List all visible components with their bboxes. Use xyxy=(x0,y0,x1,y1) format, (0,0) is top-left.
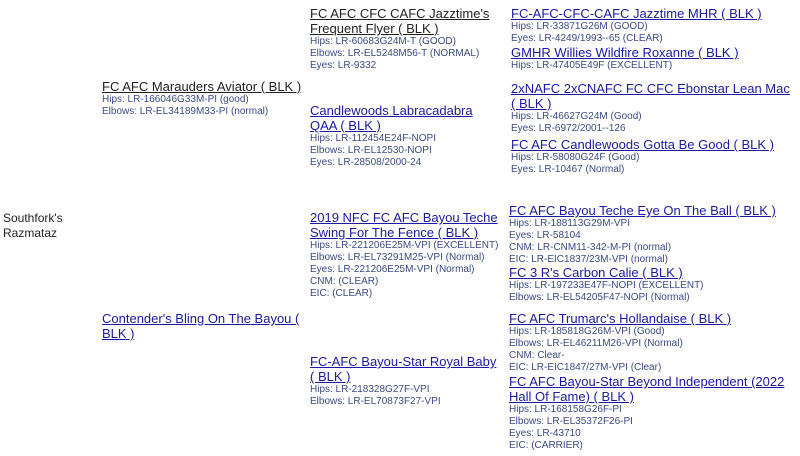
sire-hips: Hips: LR-166046G33M-PI (good) xyxy=(102,94,249,105)
dam-dam-entry xyxy=(310,354,500,408)
ddd-link[interactable]: FC AFC Bayou-Star Beyond Independent (2022 Hall Of Fame) ( BLK ) xyxy=(509,374,785,404)
dss-entry xyxy=(509,203,794,266)
dss-link[interactable]: FC AFC Bayou Teche Eye On The Ball ( BLK ) xyxy=(509,203,776,218)
ssd-link[interactable]: GMHR Willies Wildfire Roxanne ( BLK ) xyxy=(511,45,739,60)
sdd-hips: Hips: LR-58080G24F (Good) xyxy=(511,152,640,163)
sds-eyes: Eyes: LR-6972/2001--126 xyxy=(511,123,626,134)
sire-sire-eyes: Eyes: LR-9332 xyxy=(310,60,377,71)
sss-entry xyxy=(511,6,796,45)
dam-sire-link[interactable]: 2019 NFC FC AFC Bayou Teche Swing For The Fence ( BLK ) xyxy=(310,210,498,240)
ddd-hips: Hips: LR-168158G26F-PI xyxy=(509,404,622,415)
sire-sire-hips: Hips: LR-60683G24M-T (GOOD) xyxy=(310,36,456,47)
dam-sire-eyes: Eyes: LR-221206E25M-VPI (Normal) xyxy=(310,264,475,275)
sds-hips: Hips: LR-46627G24M (Good) xyxy=(511,111,642,122)
dam-sire-entry xyxy=(310,210,500,300)
sds-entry xyxy=(511,81,796,135)
dss-cnm: CNM: LR-CNM11-342-M-PI (normal) xyxy=(509,242,672,253)
dam-sire-hips: Hips: LR-221206E25M-VPI (EXCELLENT) xyxy=(310,240,499,251)
dam-link[interactable]: Contender's Bling On The Bayou ( BLK ) xyxy=(102,311,300,341)
sire-dam-link[interactable]: Candlewoods Labracadabra QAA ( BLK ) xyxy=(310,103,473,133)
dam-dam-link[interactable]: FC-AFC Bayou-Star Royal Baby ( BLK ) xyxy=(310,354,497,384)
dam-dam-hips: Hips: LR-218328G27F-VPI xyxy=(310,384,430,395)
dss-eyes: Eyes: LR-58104 xyxy=(509,230,581,241)
sire-sire-elbows: Elbows: LR-EL5248M56-T (NORMAL) xyxy=(310,48,480,59)
dds-entry xyxy=(509,311,794,374)
dsd-link[interactable]: FC 3 R's Carbon Calie ( BLK ) xyxy=(509,265,683,280)
sss-eyes: Eyes: LR-4249/1993--65 (CLEAR) xyxy=(511,33,663,44)
dds-eic: EIC: LR-EIC1847/27M-VPI (Clear) xyxy=(509,362,662,373)
ssd-hips: Hips: LR-47405E49F (EXCELLENT) xyxy=(511,60,673,71)
sire-dam-eyes: Eyes: LR-28508/2000-24 xyxy=(310,157,422,168)
dss-eic: EIC: LR-EIC1837/23M-VPI (normal) xyxy=(509,254,668,265)
sire-dam-entry xyxy=(310,103,500,169)
dds-link[interactable]: FC AFC Trumarc's Hollandaise ( BLK ) xyxy=(509,311,732,326)
ddd-entry xyxy=(509,374,794,452)
dsd-elbows: Elbows: LR-EL54205F47-NOPI (Normal) xyxy=(509,292,690,303)
dsd-hips: Hips: LR-197233E47F-NOPI (EXCELLENT) xyxy=(509,280,704,291)
dds-elbows: Elbows: LR-EL46211M26-VPI (Normal) xyxy=(509,338,683,349)
sss-link[interactable]: FC-AFC-CFC-CAFC Jazztime MHR ( BLK ) xyxy=(511,6,762,21)
ssd-entry xyxy=(511,45,796,72)
ddd-elbows: Elbows: LR-EL35372F26-PI xyxy=(509,416,633,427)
sire-sire-entry xyxy=(310,6,500,72)
dsd-entry xyxy=(509,265,794,304)
dds-cnm: CNM: Clear- xyxy=(509,350,565,361)
sss-hips: Hips: LR-33871G26M (GOOD) xyxy=(511,21,648,32)
dam-sire-eic: EIC: (CLEAR) xyxy=(310,288,373,299)
sdd-link[interactable]: FC AFC Candlewoods Gotta Be Good ( BLK ) xyxy=(511,137,775,152)
dam-sire-cnm: CNM: (CLEAR) xyxy=(310,276,379,287)
sds-link[interactable]: 2xNAFC 2xCNAFC FC CFC Ebonstar Lean Mac ( BLK ) xyxy=(511,81,790,111)
sire-elbows: Elbows: LR-EL34189M33-PI (normal) xyxy=(102,106,269,117)
ddd-eyes: Eyes: LR-43710 xyxy=(509,428,581,439)
sdd-eyes: Eyes: LR-10467 (Normal) xyxy=(511,164,625,175)
sire-dam-elbows: Elbows: LR-EL12530-NOPI xyxy=(310,145,432,156)
sdd-entry xyxy=(511,137,796,176)
sire-link[interactable]: FC AFC Marauders Aviator ( BLK ) xyxy=(102,79,302,94)
sire-sire-link[interactable]: FC AFC CFC CAFC Jazztime's Frequent Flyer ( BLK ) xyxy=(310,6,490,36)
ddd-eic: EIC: (CARRIER) xyxy=(509,440,583,451)
dam-sire-elbows: Elbows: LR-EL73291M25-VPI (Normal) xyxy=(310,252,485,263)
sire-entry xyxy=(102,79,302,118)
dds-hips: Hips: LR-185818G26M-VPI (Good) xyxy=(509,326,665,337)
sire-dam-hips: Hips: LR-112454E24F-NOPI xyxy=(310,133,436,144)
dam-dam-elbows: Elbows: LR-EL70873F27-VPI xyxy=(310,396,441,407)
dss-hips: Hips: LR-188113G29M-VPI xyxy=(509,218,630,229)
subject-dog-name: Southfork's Razmataz xyxy=(3,211,63,240)
dam-entry xyxy=(102,311,302,341)
